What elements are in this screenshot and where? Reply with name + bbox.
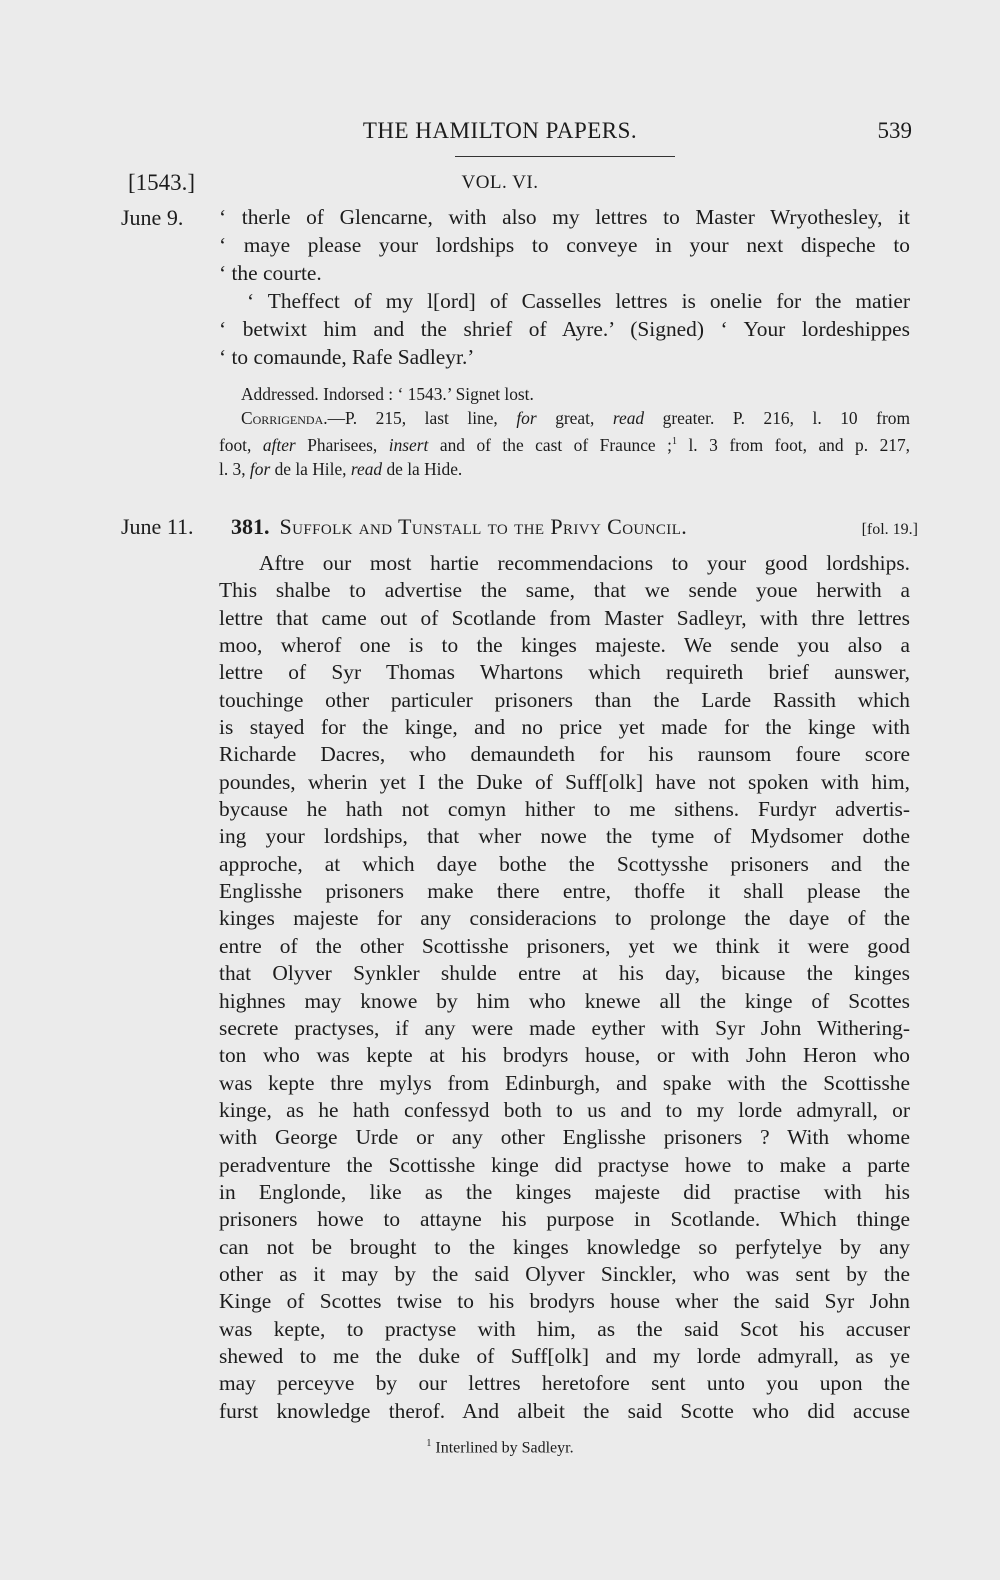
entry-381-date: June 11. bbox=[121, 514, 194, 539]
body-line: moo, wherof one is to the kinges majeste. We sende you also a bbox=[219, 633, 910, 658]
corrigenda-text: l. 3, bbox=[219, 458, 250, 479]
body-line: peradventure the Scottisshe kinge did practyse howe to make a parte bbox=[219, 1152, 910, 1177]
volume-label: VOL. VI. bbox=[461, 172, 539, 193]
entry-380-date: June 9. bbox=[121, 205, 184, 230]
page-number: 539 bbox=[877, 118, 912, 143]
corrigenda-text: great, bbox=[536, 408, 613, 428]
body-line: ing your lordships, that wher nowe the tyme of Mydsomer dothe bbox=[219, 824, 910, 849]
corrigenda-text: and of the cast of Fraunce ; bbox=[428, 434, 672, 455]
corrigenda-italic: insert bbox=[388, 434, 429, 455]
corrigenda-line bbox=[219, 457, 910, 481]
body-line: that Olyver Synkler shulde entre at his day, bicause the kinges bbox=[219, 961, 910, 986]
running-title: THE HAMILTON PAPERS. bbox=[362, 118, 638, 143]
entry-381-body bbox=[219, 550, 910, 1425]
footnote-ref: 1 bbox=[671, 436, 677, 447]
entry-title: Suffolk and Tunstall to the Privy Council. bbox=[279, 514, 688, 539]
corrigenda-italic: read bbox=[350, 458, 383, 479]
corrigenda-text: l. 3 from foot, and p. 217, bbox=[676, 434, 911, 455]
footnote-text: Interlined by Sadleyr. bbox=[431, 1439, 574, 1457]
body-line: entre of the other Scottisshe prisoners, yet we think it were good bbox=[219, 933, 910, 958]
body-line: This shalbe to advertise the same, that we sende youe herwith a bbox=[219, 578, 910, 603]
body-line: was kepte thre mylys from Edinburgh, and spake with the Scottisshe bbox=[219, 1070, 910, 1095]
body-line: in Englonde, like as the kinges majeste did practise with his bbox=[219, 1179, 910, 1204]
body-line: kinge, as he hath confessyd both to us and to my lorde admyrall, or bbox=[219, 1097, 910, 1122]
body-line: shewed to me the duke of Suff[olk] and my lorde admyrall, as ye bbox=[219, 1343, 910, 1368]
corrigenda-italic: read bbox=[612, 408, 645, 428]
body-line: lettre that came out of Scotlande from Master Sadleyr, with thre lettres bbox=[219, 605, 910, 630]
body-line: touchinge other particuler prisoners than the Larde Rassith which bbox=[219, 687, 910, 712]
text-line: ‘ Theffect of my l[ord] of Casselles lettres is onelie for the matier bbox=[247, 289, 910, 313]
body-line: Richarde Dacres, who demaundeth for his raunsom foure score bbox=[219, 742, 910, 767]
corrigenda-text: greater. P. 216, l. 10 from bbox=[644, 408, 910, 428]
body-line: may perceyve by our lettres heretofore sent unto you upon the bbox=[219, 1371, 910, 1396]
entry-380-text bbox=[219, 203, 910, 371]
corrigenda-italic: after bbox=[262, 434, 296, 455]
body-line: is stayed for the kinge, and no price yet made for the kinge with bbox=[219, 715, 910, 740]
body-line: Aftre our most hartie recommendacions to your good lordships. bbox=[259, 551, 910, 575]
body-line: can not be brought to the kinges knowledge so perfytelye by any bbox=[219, 1234, 910, 1259]
corrigenda-text: —P. 215, last line, bbox=[327, 408, 517, 428]
body-line: highnes may knowe by him who knewe all the kinge of Scottes bbox=[219, 988, 910, 1013]
text-line: ‘ the courte. bbox=[219, 261, 322, 285]
entry-380-notes bbox=[219, 382, 910, 481]
body-line: other as it may by the said Olyver Sinckler, who was sent by the bbox=[219, 1261, 910, 1286]
body-line: was kepte, to practyse with him, as the said Scot his accuser bbox=[219, 1316, 910, 1341]
corrigenda-text: foot, bbox=[219, 434, 263, 455]
body-line: secrete practyses, if any were made eyther with Syr John Withering- bbox=[219, 1015, 910, 1040]
body-line: lettre of Syr Thomas Whartons which requireth brief aunswer, bbox=[219, 660, 910, 685]
text-line: ‘ maye please your lordships to conveye in your next dispeche to bbox=[219, 233, 910, 257]
entry-381-heading bbox=[231, 514, 918, 540]
corrigenda-text: de la Hide. bbox=[382, 458, 463, 479]
body-line: with George Urde or any other Englisshe prisoners ? With whome bbox=[219, 1125, 910, 1150]
body-line: poundes, wherin yet I the Duke of Suff[olk] have not spoken with him, bbox=[219, 769, 910, 794]
text-line: ‘ to comaunde, Rafe Sadleyr.’ bbox=[219, 345, 475, 369]
corrigenda-italic: for bbox=[249, 458, 271, 479]
body-line: Englisshe prisoners make there entre, thoffe it shall please the bbox=[219, 879, 910, 904]
body-line: Kinge of Scottes twise to his brodyrs house wher the said Syr John bbox=[219, 1289, 910, 1314]
year-marginal: [1543.] bbox=[128, 170, 196, 195]
text-line: ‘ betwixt him and the shrief of Ayre.’ (Signed) ‘ Your lordeshippes bbox=[219, 317, 910, 341]
header-rule bbox=[455, 156, 675, 157]
corrigenda-italic: for bbox=[516, 408, 537, 428]
text-line: ‘ therle of Glencarne, with also my lettres to Master Wryothesley, it bbox=[219, 205, 910, 229]
body-line: furst knowledge therof. And albeit the said Scotte who did accuse bbox=[219, 1398, 910, 1423]
body-line: bycause he hath not comyn hither to me sithens. Furdyr advertis- bbox=[219, 797, 910, 822]
endorsement-note: Addressed. Indorsed : ‘ 1543.’ Signet lost. bbox=[241, 384, 534, 404]
folio-reference: [fol. 19.] bbox=[861, 521, 918, 538]
entry-number: 381. bbox=[231, 514, 270, 539]
body-line: ton who was kepte at his brodyrs house, or with John Heron who bbox=[219, 1043, 910, 1068]
corrigenda-text: Pharisees, bbox=[295, 434, 389, 455]
corrigenda-line bbox=[219, 406, 910, 430]
body-line: kinges majeste for any consideracions to prolonge the daye of the bbox=[219, 906, 910, 931]
body-line: prisoners howe to attayne his purpose in Scotlande. Which thinge bbox=[219, 1207, 910, 1232]
body-line: approche, at which daye bothe the Scottysshe prisoners and the bbox=[219, 851, 910, 876]
footnote bbox=[0, 1438, 1000, 1457]
corrigenda-label: Corrigenda. bbox=[241, 408, 328, 428]
corrigenda-line bbox=[219, 430, 910, 457]
corrigenda-text: de la Hile, bbox=[270, 458, 351, 479]
footnote-mark: 1 bbox=[426, 1438, 432, 1449]
